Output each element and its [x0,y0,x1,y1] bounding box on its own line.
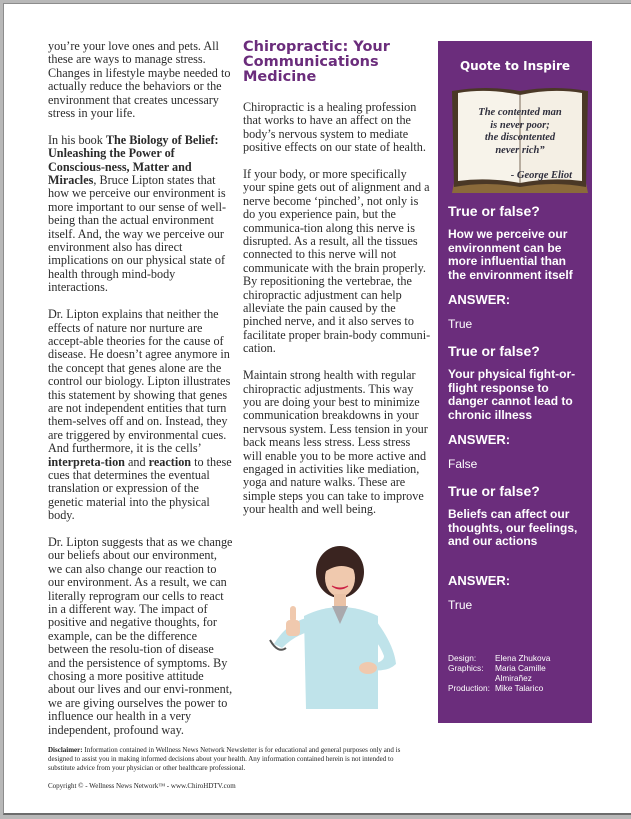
article-paragraph [48,308,233,523]
quote-section-title: Quote to Inspire [459,59,571,73]
disclaimer [48,746,403,773]
paragraph-text: Dr. Lipton explains that neither the effects of nature nor nurture are accept-able theories for the cause of disease. He doesn’t agree anymore in the concept that genes alone are the control our biology. Lipton illustrates this statement by showing that genes are not independent entities that turn them-selves off and on. Instead, they are triggered by environmental cues. And furthermore, it is the cells’ [48,307,231,456]
quote-text [464,107,576,157]
article-paragraph [48,40,233,120]
quiz-item [448,343,582,471]
quiz-question: How we perceive our environment can be more influential than the environment itself [448,227,573,282]
paragraph-text: In his book [48,132,106,147]
sidebar-panel [438,41,592,723]
credit-name: Maria Camille Almirañez [495,663,546,683]
paragraph-text: Dr. Lipton suggests that as we change our beliefs about our environment, we can also change our reaction to our environment. As a result, we can literally reprogram our cells to react in a different way. The impact of positive and negative thoughts, for example, can be the difference between the resolu-tion of disease and the persistence of symptoms. By chosing a more positive attitude about our lives and our envi-ronment, we are giving ourselves the power to influence our health in a very independent, profound way. [48,534,233,737]
quiz-question: Beliefs can affect our thoughts, our feelings, and our actions [448,507,578,548]
copyright-line: Copyright © - Wellness News Network™ - www.ChiroHDTV.com [48,782,236,790]
quiz-answer: True [448,317,473,331]
credit-row [448,663,565,683]
credit-name: Elena Zhukova [495,653,551,663]
paragraph-text: , Bruce Lipton states that how we perceive our environment is more important to our sense of well-being than the actual environment itself. And, the way we perceive our environment also has direct implications on our physical state of health through mind-body interactions. [48,173,227,295]
article-column-middle [243,40,431,530]
article-title: Chiropractic: Your Communications Medicine [243,39,390,85]
paragraph-text: to these cues that determines the eventual translation or expression of the genetic material into the physical body. [48,454,232,523]
quiz-item [448,203,582,331]
quiz-item [448,483,582,612]
quiz-answer-label: ANSWER: [448,572,511,588]
emphasized-text: The Biology of Belief: Unleashing the Power of Conscious-ness, Matter and Miracles [48,132,219,188]
article-paragraph: If your body, or more specifically your spine gets out of alignment and a nerve become ‘pinched’, not only is do you experience pain, but the communica-tion along this nerve is disrupted. As a result, all the tissues connected to this nerve will not communicate with the brain properly. By repositioning the vertebrae, the chiropractic adjustment can help alleviate the pain caused by the pinched nerve, and it also serves to facilitate proper brain-body communi-cation. [243,167,431,356]
newsletter-page [3,3,631,815]
quote-author: - George Eliot [510,170,572,181]
emphasized-text: interpreta-tion [48,454,125,469]
credit-name: Mike Talarico [495,683,544,693]
quiz-answer-label: ANSWER: [448,292,511,307]
article-column-left [48,40,233,750]
quiz-question: Your physical fight-or-flight response to danger cannot lead to chronic illness [448,367,576,422]
credit-role: Graphics: [448,663,484,673]
quiz-heading: True or false? [448,483,540,499]
open-book-illustration [450,83,590,197]
paragraph-text: you’re your love ones and pets. All these are ways to manage stress. Changes in lifestyle maybe needed to actually reduce the behaviors or the environment that creates uncessary stress in your life. [48,39,231,121]
credits-list [448,653,565,693]
credit-role: Design: [448,653,477,663]
disclaimer-label: Disclaimer: [48,746,83,754]
credit-row [448,653,565,663]
quiz-answer: True [448,597,473,612]
quote-line: is never poor; [490,119,550,131]
woman-thumbs-up-photo [256,544,416,709]
quiz-answer: False [448,457,478,471]
article-paragraph: Chiropractic is a healing profession that works to have an affect on the body’s nervous system to mediate positive effects on our state of health. [243,100,426,155]
quote-line: The contented man [478,107,562,118]
quiz-heading: True or false? [448,343,540,359]
quote-line: the discontented [484,132,556,143]
page-footer [48,746,403,791]
article-paragraph [48,134,233,295]
disclaimer-text: Information contained in Wellness News Network Newsletter is for educational and general purposes only and is designed to assist you in making informed decisions about your health. Any information contained herein is not intended to substitute advice from your physician or other healthcare professional. [48,746,401,772]
credit-role: Production: [448,683,490,693]
emphasized-text: reaction [148,454,192,469]
paragraph-text: and [124,454,149,469]
quote-line: never rich” [495,144,545,156]
credit-row [448,683,565,693]
quiz-answer-label: ANSWER: [448,432,511,447]
article-paragraph [48,536,233,737]
article-paragraph: Maintain strong health with regular chiropractic adjustments. This way you are doing your best to minimize communication breakdowns in your nervsous system. Less tension in your back means less stress. Less stress will enable you to be more active and engaged in activities like mediation, yoga and nature walks. These are simple steps you can take to improve your health and well being. [243,368,428,517]
quiz-heading: True or false? [448,203,540,219]
